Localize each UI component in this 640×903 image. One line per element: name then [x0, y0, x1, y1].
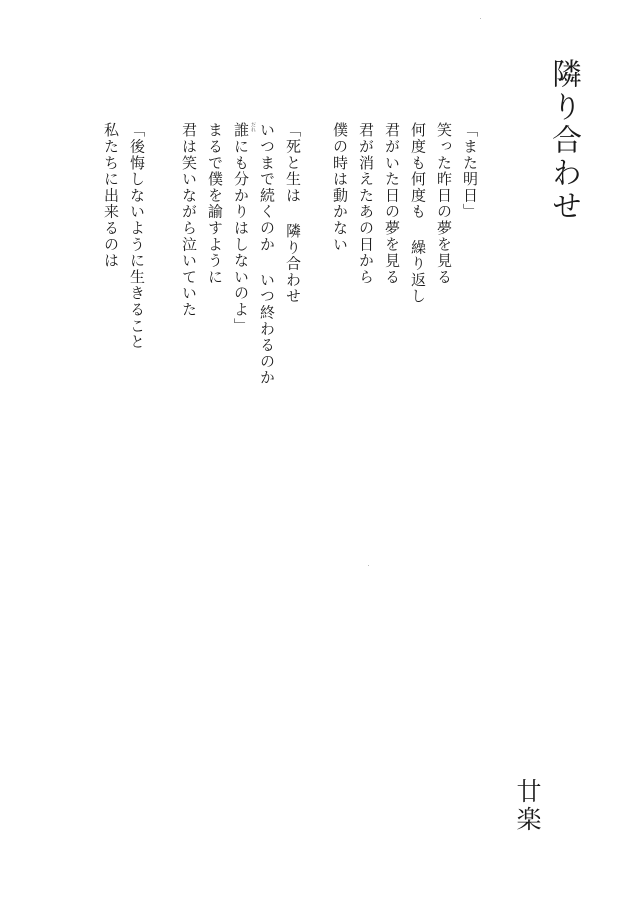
poem-line: 笑った昨日の夢を見る	[435, 122, 453, 285]
poem-line: 何度も何度も 繰り返し	[409, 122, 427, 305]
paper-speck	[480, 18, 481, 19]
author-name: 廿楽	[513, 778, 542, 834]
poem-line: 僕の時は動かない	[331, 122, 349, 253]
poem-line: いつまで続くのか いつ終わるのか	[258, 122, 276, 386]
poem-title: 隣り合わせ	[546, 58, 581, 223]
poem-line: まるで僕を諭すように	[206, 122, 224, 285]
poem-line: 君がいた日の夢を見る	[383, 122, 401, 285]
poem-line: 「後悔しないように生きること	[128, 122, 146, 351]
poem-line: 誰にも分かりはしないのよ」	[232, 122, 250, 334]
poem-line: 君が消えたあの日から	[357, 122, 375, 285]
paper-speck	[368, 565, 369, 566]
poem-line: 君は笑いながら泣いていた	[180, 122, 198, 318]
poem-line: 「また明日」	[461, 122, 479, 220]
poem-line: 私たちに出来るのは	[102, 122, 120, 269]
ruby-reading: だれ	[250, 122, 256, 132]
poem-line: 「死と生は 隣り合わせ	[284, 122, 302, 305]
